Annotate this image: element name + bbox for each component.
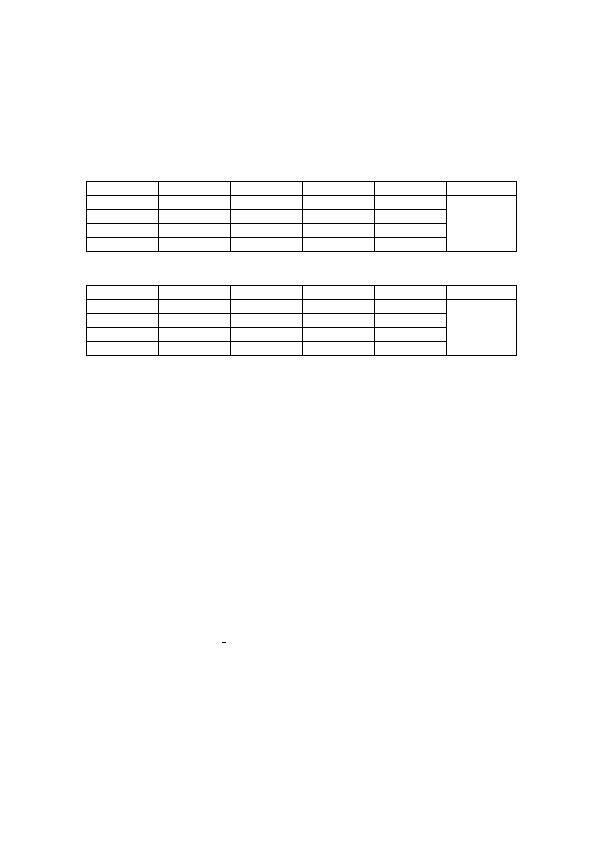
table-cell (159, 328, 231, 342)
table-cell (231, 224, 303, 238)
column-header (159, 182, 231, 196)
table-cell (231, 238, 303, 252)
formula (222, 638, 226, 647)
table-header-row (87, 286, 517, 300)
column-header (303, 182, 375, 196)
table-cell (231, 342, 303, 356)
results-table-2 (86, 285, 517, 356)
table-cell (231, 210, 303, 224)
column-header (159, 286, 231, 300)
table-cell (375, 196, 447, 210)
column-header (375, 182, 447, 196)
table-row (87, 196, 517, 210)
table-cell (375, 314, 447, 328)
table-cell (375, 224, 447, 238)
column-header (447, 182, 517, 196)
table-cell (87, 342, 159, 356)
table-cell (87, 224, 159, 238)
table-cell (87, 300, 159, 314)
table-cell (159, 210, 231, 224)
column-header (447, 286, 517, 300)
table-cell (375, 300, 447, 314)
table-cell (231, 314, 303, 328)
table-header-row (87, 182, 517, 196)
table-row (87, 300, 517, 314)
table-cell (231, 300, 303, 314)
formula-fraction (222, 642, 226, 643)
table-cell (159, 238, 231, 252)
table-cell (303, 196, 375, 210)
column-header (87, 182, 159, 196)
table-cell (87, 314, 159, 328)
table-cell (159, 342, 231, 356)
column-header (231, 182, 303, 196)
table-cell (375, 210, 447, 224)
table-cell (303, 342, 375, 356)
table-cell (87, 210, 159, 224)
table-cell (159, 196, 231, 210)
table-cell (303, 314, 375, 328)
table-cell (375, 238, 447, 252)
table-cell (159, 314, 231, 328)
merged-cell (447, 300, 517, 356)
table-cell (87, 196, 159, 210)
column-header (231, 286, 303, 300)
table-cell (303, 224, 375, 238)
table-cell (303, 300, 375, 314)
table-cell (159, 224, 231, 238)
table-cell (87, 328, 159, 342)
results-table-1 (86, 181, 517, 252)
table-cell (231, 196, 303, 210)
table-cell (87, 238, 159, 252)
merged-cell (447, 196, 517, 252)
table-cell (231, 328, 303, 342)
table-cell (159, 300, 231, 314)
formula-numerator (222, 642, 226, 643)
table-cell (375, 342, 447, 356)
column-header (375, 286, 447, 300)
table-cell (303, 238, 375, 252)
table-cell (303, 210, 375, 224)
table-cell (303, 328, 375, 342)
table-cell (375, 328, 447, 342)
column-header (87, 286, 159, 300)
column-header (303, 286, 375, 300)
